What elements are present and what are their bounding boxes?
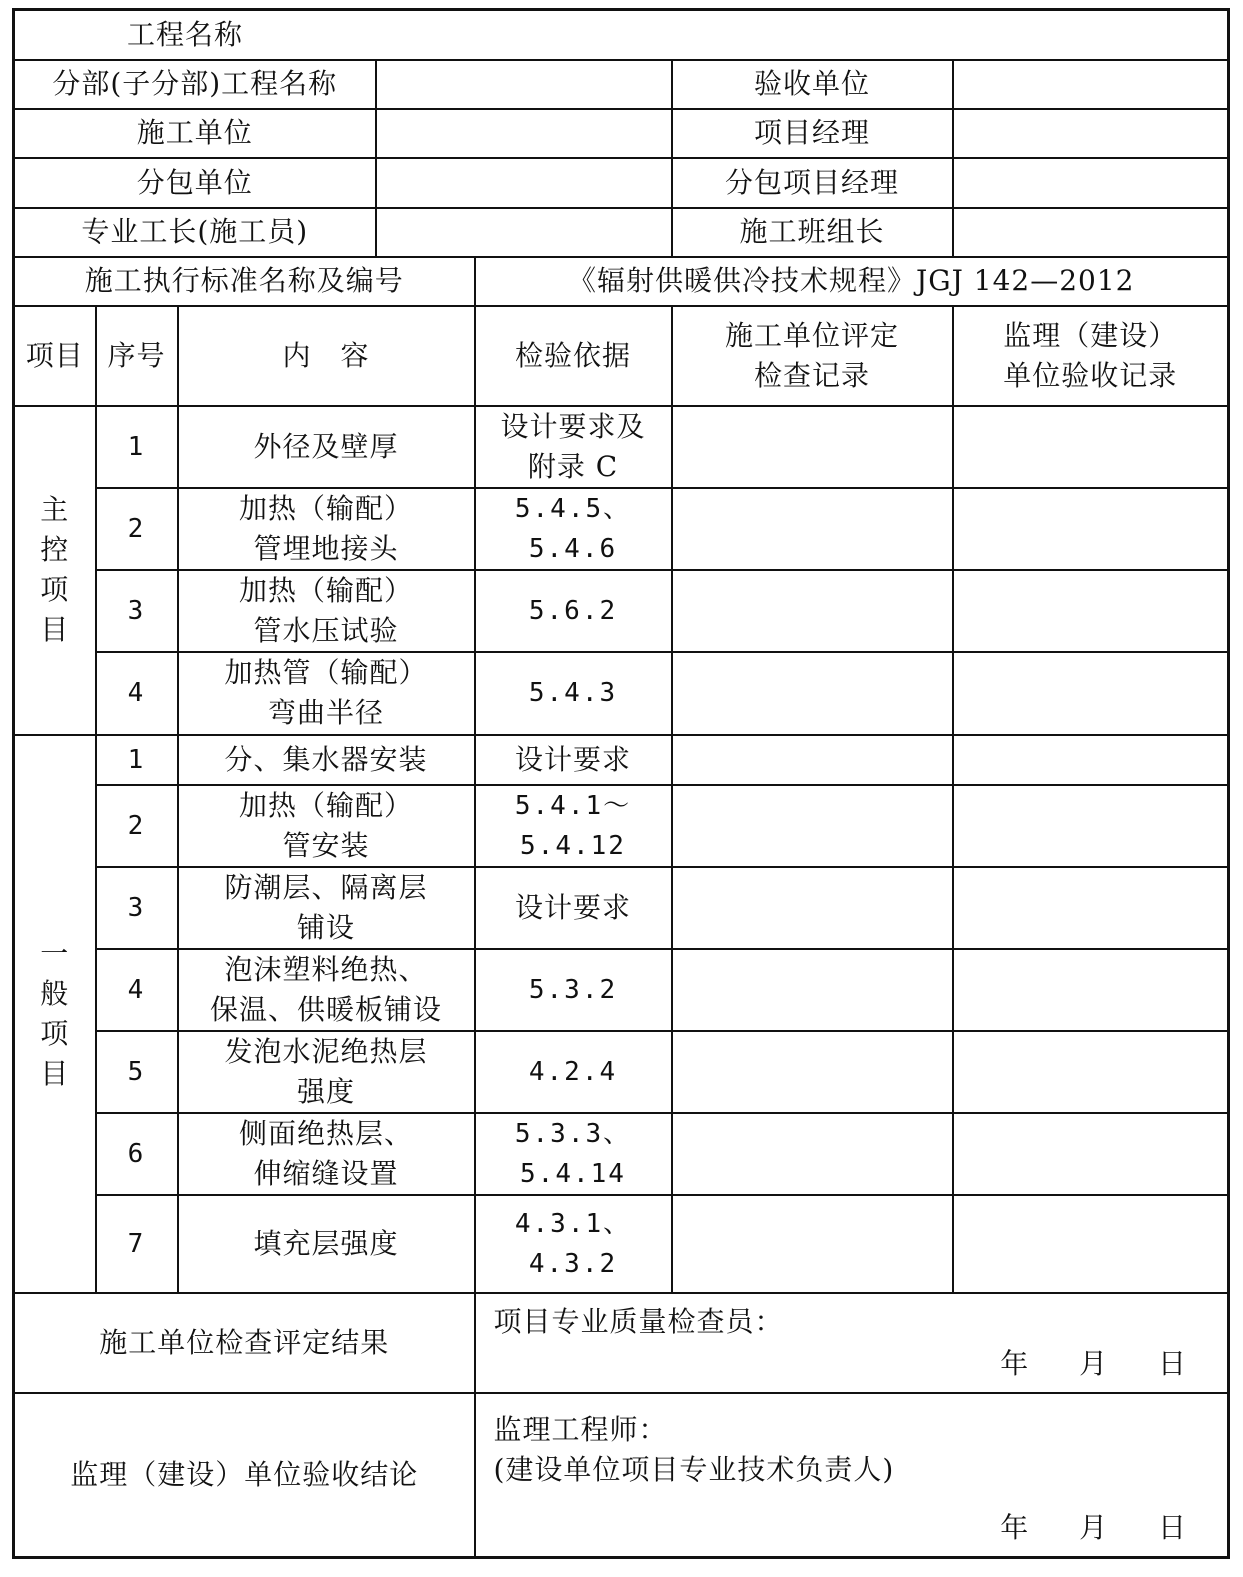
main-control-char-2: 控 [40,533,70,566]
content-line: 侧面绝热层、 [238,1116,413,1150]
basis-line: 4.3.2 [528,1248,618,1279]
project-manager-value[interactable] [953,109,1229,158]
content-line: 管安装 [282,828,370,862]
basis-line: 4.2.4 [528,1056,618,1087]
supervisor-record-cell[interactable] [953,785,1229,867]
content-line: 加热管（输配） [224,656,428,689]
main-row-2 [14,488,1229,570]
seq-cell: 1 [96,735,178,785]
basis-cell [475,1195,672,1293]
contractor-signature-block [476,1294,1228,1392]
content-line: 加热（输配） [238,788,413,822]
basis-line: 5.3.3、 [514,1118,632,1149]
content-line: 填充层强度 [253,1226,399,1260]
general-char-1: 一 [40,936,70,970]
date-line: 年 月 日 [1000,1510,1188,1544]
col-item: 项目 [14,306,96,406]
supervisor-record-cell[interactable] [953,867,1229,949]
basis-line: 附录 C [527,449,619,483]
main-control-char-4: 目 [40,613,70,646]
col-supervisor-record-line1: 监理（建设） [1003,318,1178,352]
general-row-1 [14,735,1229,785]
engineer-block [494,1410,895,1490]
contractor-record-cell[interactable] [672,570,953,652]
content-line: 弯曲半径 [267,696,384,729]
sub-project-label: 分部(子分部)工程名称 [14,60,376,109]
content-line: 外径及壁厚 [253,429,399,463]
date-line: 年 月 日 [1000,1346,1188,1380]
seq-cell: 6 [96,1113,178,1195]
general-row-3 [14,867,1229,949]
general-char-3: 项 [40,1016,70,1050]
seq-cell: 2 [96,488,178,570]
main-control-label [14,406,96,735]
col-contractor-record [672,306,953,406]
supervisor-record-cell[interactable] [953,735,1229,785]
basis-cell [475,735,672,785]
foreman-value[interactable] [376,208,672,257]
supervisor-record-cell[interactable] [953,1031,1229,1113]
row-foreman [14,208,1229,257]
row-subcontractor [14,158,1229,208]
general-row-7 [14,1195,1229,1293]
project-name-label: 工程名称 [14,10,1229,60]
row-construction-unit [14,109,1229,158]
form-table [12,8,1230,1559]
general-row-6 [14,1113,1229,1195]
seq-cell: 1 [96,406,178,488]
content-cell [178,406,475,488]
supervisor-signature-block [476,1394,1228,1556]
content-line: 保温、供暖板铺设 [209,992,442,1026]
sub-project-manager-label: 分包项目经理 [672,158,953,208]
seq-cell: 7 [96,1195,178,1293]
basis-cell [475,785,672,867]
standard-value: 《辐射供暖供冷技术规程》JGJ 142—2012 [475,257,1229,306]
construction-unit-value[interactable] [376,109,672,158]
content-line: 加热（输配） [238,491,413,525]
row-project-name [14,10,1229,60]
content-line: 铺设 [296,910,355,944]
basis-line: 4.3.1、 [514,1208,632,1239]
seq-cell: 3 [96,570,178,652]
supervisor-conclusion-row [14,1393,1229,1558]
basis-cell [475,652,672,735]
basis-cell [475,1031,672,1113]
content-cell [178,867,475,949]
content-cell [178,735,475,785]
basis-cell [475,1113,672,1195]
contractor-record-cell[interactable] [672,488,953,570]
inspector-label: 项目专业质量检查员： [493,1304,784,1338]
foreman-label: 专业工长(施工员) [14,208,376,257]
supervisor-record-cell[interactable] [953,488,1229,570]
basis-line: 5.4.12 [520,830,626,861]
content-cell [178,488,475,570]
general-row-4 [14,949,1229,1031]
contractor-record-cell[interactable] [672,1031,953,1113]
contractor-record-cell[interactable] [672,735,953,785]
seq-cell: 2 [96,785,178,867]
contractor-record-cell[interactable] [672,652,953,735]
contractor-record-cell[interactable] [672,1113,953,1195]
seq-cell: 5 [96,1031,178,1113]
content-line: 发泡水泥绝热层 [224,1034,428,1068]
basis-line: 设计要求及 [500,409,646,443]
contractor-result-cell[interactable] [475,1293,1229,1393]
col-supervisor-record-line2: 单位验收记录 [1003,358,1178,392]
engineer-label: 监理工程师： [493,1412,668,1446]
supervisor-record-cell[interactable] [953,652,1229,735]
acceptance-unit-label: 验收单位 [672,60,953,109]
content-cell [178,652,475,735]
standard-label: 施工执行标准名称及编号 [14,257,475,306]
column-header-row [14,306,1229,406]
supervisor-conclusion-label: 监理（建设）单位验收结论 [14,1393,475,1558]
content-cell [178,1031,475,1113]
inspection-form [12,8,1227,1556]
contractor-record-cell[interactable] [672,949,953,1031]
basis-line: 5.4.1～ [514,790,632,821]
seq-cell: 4 [96,652,178,735]
basis-cell [475,570,672,652]
content-cell [178,1113,475,1195]
content-line: 管水压试验 [253,613,399,647]
row-standard [14,257,1229,306]
supervisor-record-cell[interactable] [953,406,1229,488]
content-cell [178,570,475,652]
team-leader-value[interactable] [953,208,1229,257]
basis-line: 5.4.14 [520,1158,626,1189]
col-supervisor-record [953,306,1229,406]
seq-cell: 4 [96,949,178,1031]
content-cell [178,1195,475,1293]
engineer-note: (建设单位项目专业技术负责人) [493,1452,895,1486]
contractor-record-cell[interactable] [672,406,953,488]
supervisor-conclusion-cell[interactable] [475,1393,1229,1558]
basis-cell [475,949,672,1031]
supervisor-record-cell[interactable] [953,949,1229,1031]
col-content: 内 容 [178,306,475,406]
sub-project-value[interactable] [376,60,672,109]
content-line: 伸缩缝设置 [253,1156,399,1190]
general-row-5 [14,1031,1229,1113]
construction-unit-label: 施工单位 [14,109,376,158]
general-char-2: 般 [40,976,70,1010]
main-control-char-3: 项 [40,573,70,606]
sub-project-manager-value[interactable] [953,158,1229,208]
general-label [14,735,96,1293]
basis-line: 5.4.5、 [514,493,632,524]
basis-cell [475,867,672,949]
content-line: 防潮层、隔离层 [224,870,428,904]
basis-cell [475,488,672,570]
content-line: 泡沫塑料绝热、 [224,952,428,986]
col-basis: 检验依据 [475,306,672,406]
contractor-result-row [14,1293,1229,1393]
contractor-record-cell[interactable] [672,1195,953,1293]
basis-cell [475,406,672,488]
general-row-2 [14,785,1229,867]
col-seq: 序号 [96,306,178,406]
supervisor-record-cell[interactable] [953,1113,1229,1195]
contractor-record-cell[interactable] [672,867,953,949]
content-line: 分、集水器安装 [224,742,428,776]
team-leader-label: 施工班组长 [672,208,953,257]
contractor-result-label: 施工单位检查评定结果 [14,1293,475,1393]
basis-line: 5.4.6 [528,533,618,564]
supervisor-record-cell[interactable] [953,570,1229,652]
subcontractor-label: 分包单位 [14,158,376,208]
content-cell [178,785,475,867]
main-control-char-1: 主 [40,493,70,526]
col-contractor-record-line2: 检查记录 [753,358,870,392]
project-manager-label: 项目经理 [672,109,953,158]
general-char-4: 目 [40,1056,70,1090]
main-row-4 [14,652,1229,735]
seq-cell: 3 [96,867,178,949]
main-row-3 [14,570,1229,652]
basis-line: 5.4.3 [528,678,618,708]
content-cell [178,949,475,1031]
row-sub-project [14,60,1229,109]
basis-line: 5.6.2 [528,595,618,626]
acceptance-unit-value[interactable] [953,60,1229,109]
col-contractor-record-line1: 施工单位评定 [724,318,899,352]
supervisor-record-cell[interactable] [953,1195,1229,1293]
content-line: 管埋地接头 [253,531,399,565]
basis-line: 5.3.2 [528,974,618,1005]
basis-line: 设计要求 [514,890,631,924]
basis-line: 设计要求 [514,742,631,776]
content-line: 强度 [296,1074,355,1108]
content-line: 加热（输配） [238,573,413,607]
main-row-1 [14,406,1229,488]
contractor-record-cell[interactable] [672,785,953,867]
subcontractor-value[interactable] [376,158,672,208]
